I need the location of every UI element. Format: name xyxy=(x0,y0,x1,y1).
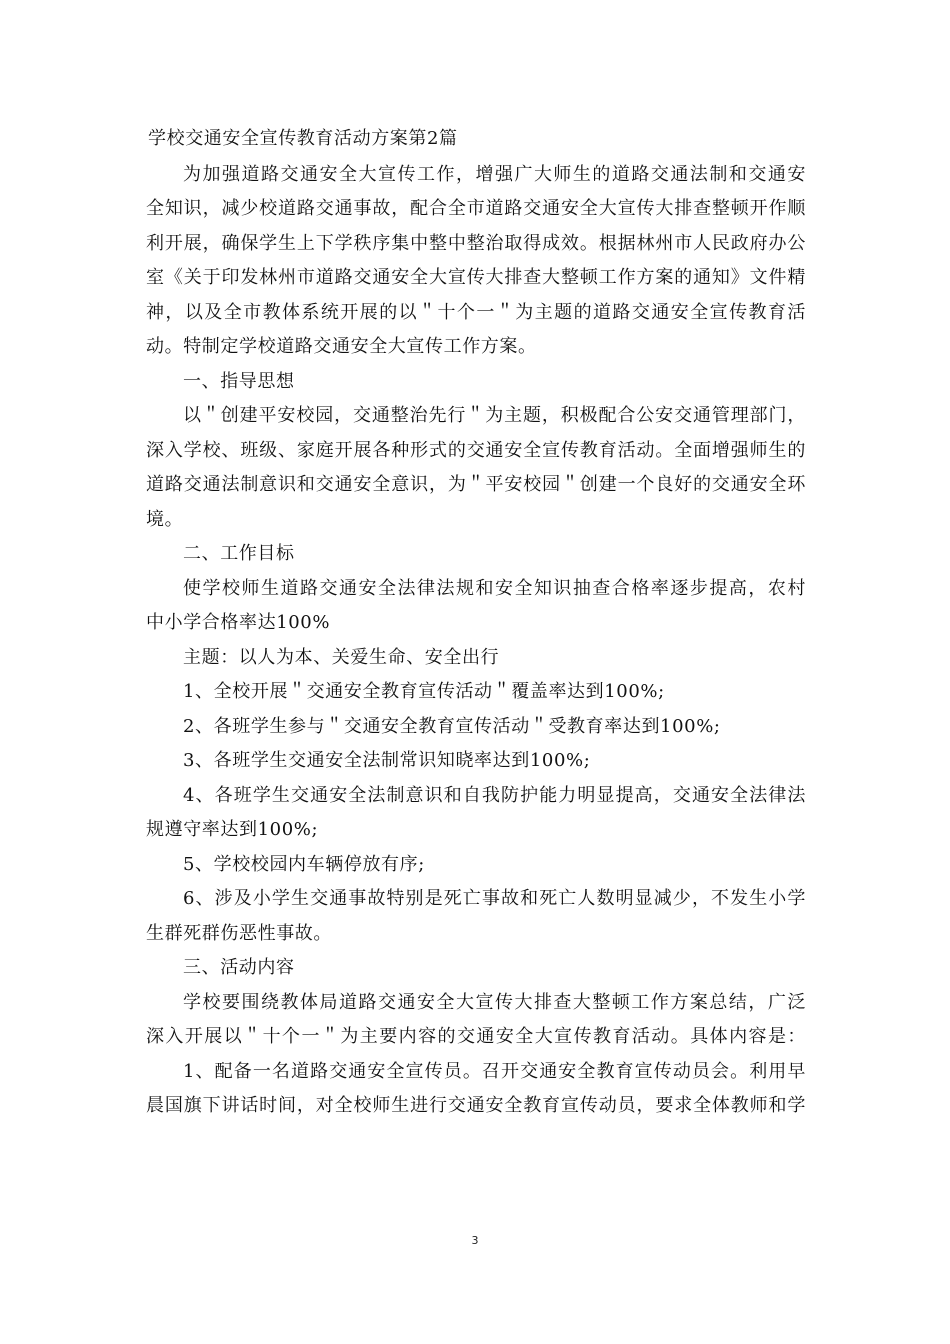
text-line: 4、各班学生交通安全法制意识和自我防护能力明显提高，交通安全法律法 xyxy=(183,784,806,806)
text-line: 一、指导思想 xyxy=(183,370,295,392)
paragraph-lines xyxy=(146,158,806,1124)
text-line: 深入开展以＂十个一＂为主要内容的交通安全大宣传教育活动。具体内容是： xyxy=(146,1026,806,1047)
text-line: 生群死群伤恶性事故。 xyxy=(146,922,332,944)
text-line: 动。特制定学校道路交通安全大宣传工作方案。 xyxy=(146,336,537,357)
text-line: 使学校师生道路交通安全法律法规和安全知识抽查合格率逐步提高，农村 xyxy=(183,577,806,599)
text-line: 深入学校、班级、家庭开展各种形式的交通安全宣传教育活动。全面增强师生的 xyxy=(146,439,806,461)
document-body xyxy=(146,122,806,1124)
text-line: 三、活动内容 xyxy=(183,957,295,978)
text-line: 晨国旗下讲话时间，对全校师生进行交通安全教育宣传动员，要求全体教师和学 xyxy=(146,1095,806,1116)
text-line: 1、全校开展＂交通安全教育宣传活动＂覆盖率达到100%; xyxy=(183,681,665,702)
text-line: 利开展，确保学生上下学秩序集中整中整治取得成效。根据林州市人民政府办公 xyxy=(146,232,806,254)
text-line: 主题：以人为本、关爱生命、安全出行 xyxy=(183,646,500,668)
text-line: 1、配备一名道路交通安全宣传员。召开交通安全教育宣传动员会。利用早 xyxy=(183,1060,806,1082)
text-line: 全知识，减少校道路交通事故，配合全市道路交通安全大宣传大排查整顿开作顺 xyxy=(146,198,806,219)
text-line: 二、工作目标 xyxy=(183,543,295,564)
document-title: 学校交通安全宣传教育活动方案第2篇 xyxy=(148,128,458,149)
text-line: 神，以及全市教体系统开展的以＂十个一＂为主题的道路交通安全宣传教育活 xyxy=(146,301,806,323)
page-number: 3 xyxy=(471,1234,479,1247)
text-line: 2、各班学生参与＂交通安全教育宣传活动＂受教育率达到100%; xyxy=(183,715,721,737)
text-line: 5、学校校园内车辆停放有序; xyxy=(183,853,425,875)
text-line: 6、涉及小学生交通事故特别是死亡事故和死亡人数明显减少，不发生小学 xyxy=(183,888,806,909)
text-line: 室《关于印发林州市道路交通安全大宣传大排查大整顿工作方案的通知》文件精 xyxy=(146,267,806,288)
text-line: 中小学合格率达100% xyxy=(146,612,331,633)
text-line: 规遵守率达到100%; xyxy=(146,819,319,840)
text-line: 道路交通法制意识和交通安全意识，为＂平安校园＂创建一个良好的交通安全环 xyxy=(146,474,806,495)
text-line: 学校要围绕教体局道路交通安全大宣传大排查大整顿工作方案总结，广泛 xyxy=(183,991,806,1013)
text-line: 以＂创建平安校园，交通整治先行＂为主题，积极配合公安交通管理部门， xyxy=(183,405,806,426)
text-line: 境。 xyxy=(146,508,184,530)
text-line: 3、各班学生交通安全法制常识知晓率达到100%; xyxy=(183,750,591,771)
text-line: 为加强道路交通安全大宣传工作，增强广大师生的道路交通法制和交通安 xyxy=(183,163,806,185)
